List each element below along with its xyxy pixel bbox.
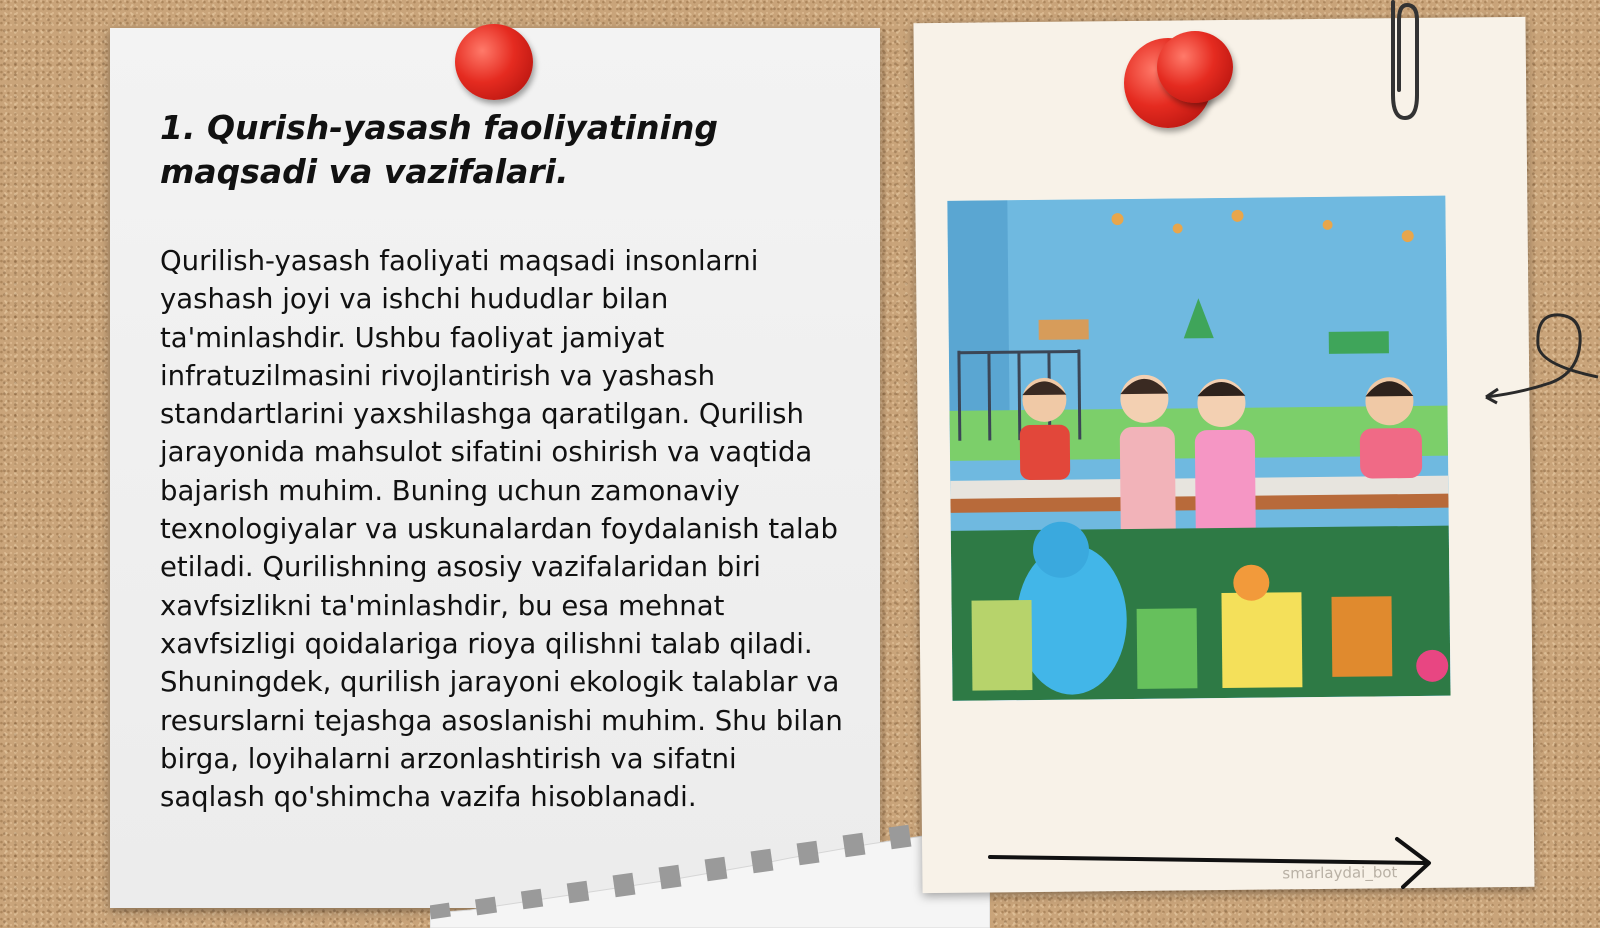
paperclip-icon bbox=[1375, 0, 1425, 125]
pushpin-icon bbox=[1157, 31, 1233, 103]
slide-body: Qurilish-yasash faoliyati maqsadi insonlarni yashash joyi va ishchi hududlar bilan ta'minlashdir. Ushbu faoliyat jamiyat infratuzilmasini rivojlantirish va yashash standartlarini yaxshilashga qaratilgan. Qurilish jarayonida mahsulot sifatini oshirish va vaqtida bajarish muhim. Buning uchun zamonaviy texnologiyalar va uskunalardan foydalanish talab etiladi. Qurilishning asosiy vazifalaridan biri xavfsizlikni ta'minlashdir, bu esa mehnat xavfsizligi qoidalariga rioya qilishni talab qiladi. Shuningdek, qurilish jarayoni ekologik talablar va resurslarni tejashga asoslanishi muhim. Shu bilan birga, loyihalarni arzonlashtirish va sifatni saqlash qo'shimcha vazifa hisoblanadi. bbox=[160, 245, 843, 814]
children-classroom-image bbox=[947, 196, 1450, 701]
photo-watermark-caption: smarlaydai_bot bbox=[1282, 863, 1398, 883]
arrow-icon bbox=[985, 835, 1455, 890]
classroom-photo bbox=[947, 196, 1450, 701]
text-note bbox=[110, 28, 880, 908]
curl-arrow-icon bbox=[1480, 305, 1600, 415]
torn-paper-edge bbox=[430, 818, 990, 928]
photo-card bbox=[913, 17, 1534, 893]
pushpin-icon bbox=[455, 24, 533, 100]
slide-title: 1. Qurish-yasash faoliyatining maqsadi va vazifalari. bbox=[160, 108, 718, 191]
